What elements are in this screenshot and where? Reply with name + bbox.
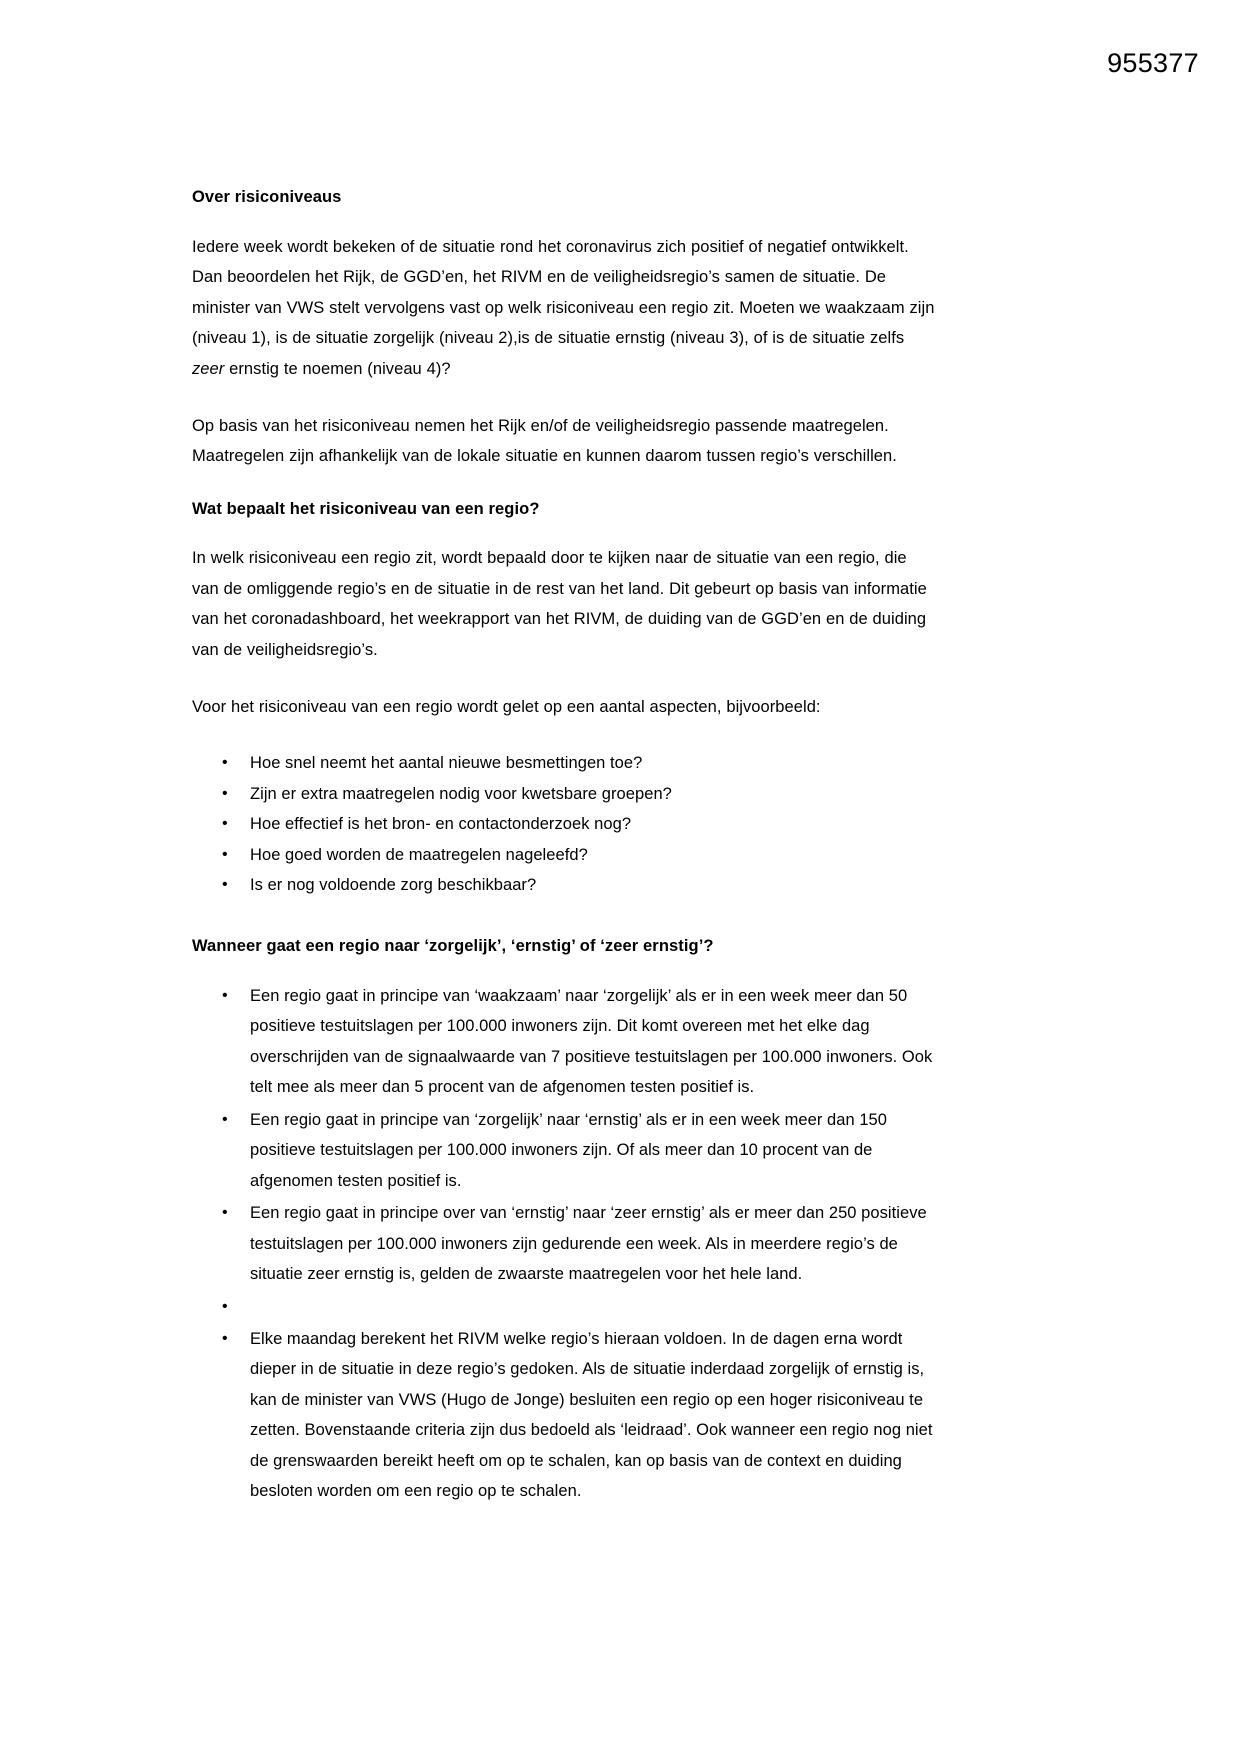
document-body bbox=[192, 186, 937, 1533]
paragraph-intro-text-start: Iedere week wordt bekeken of de situatie rond het coronavirus zich positief of negatief ontwikkelt. Dan beoordelen het Rijk, de GGD’en, het RIVM en de veiligheidsregio’s samen de situatie. De minister van VWS stelt vervolgens vast op welk risiconiveau een regio zit. Moeten we waakzaam zijn (niveau 1), is de situatie zorgelijk (niveau 2),is de situatie ernstig (niveau 3), of is de situatie zelfs bbox=[192, 237, 935, 348]
list-item: • Hoe effectief is het bron- en contactonderzoek nog? bbox=[192, 809, 937, 840]
list-item: • Een regio gaat in principe van ‘waakzaam’ naar ‘zorgelijk’ als er in een week meer dan 50 positieve testuitslagen per 100.000 inwoners zijn. Dit komt overeen met het elke dag overschrijden van de signaalwaarde van 7 positieve testuitslagen per 100.000 inwoners. Ook telt mee als meer dan 5 procent van de afgenomen testen positief is. bbox=[192, 981, 937, 1103]
list-item: • Een regio gaat in principe van ‘zorgelijk’ naar ‘ernstig’ als er in een week meer dan 150 positieve testuitslagen per 100.000 inwoners zijn. Of als meer dan 10 procent van de afgenomen testen positief is. bbox=[192, 1105, 937, 1197]
section-heading-wanneer-gaat-regio: Wanneer gaat een regio naar ‘zorgelijk’, ‘ernstig’ of ‘zeer ernstig’? bbox=[192, 936, 714, 955]
list-item: • Hoe goed worden de maatregelen nageleefd? bbox=[192, 840, 937, 871]
paragraph-bepaling: In welk risiconiveau een regio zit, wordt bepaald door te kijken naar de situatie van een regio, die van de omliggende regio’s en de situatie in de rest van het land. Dit gebeurt op basis van informatie van het coronadashboard, het weekrapport van het RIVM, de duiding van de GGD’en en de duiding van de veiligheidsregio’s. bbox=[192, 549, 927, 659]
list-item: • Zijn er extra maatregelen nodig voor kwetsbare groepen? bbox=[192, 779, 937, 810]
list-item: • Een regio gaat in principe over van ‘ernstig’ naar ‘zeer ernstig’ als er meer dan 250 positieve testuitslagen per 100.000 inwoners zijn gedurende een week. Als in meerdere regio’s de situatie zeer ernstig is, gelden de zwaarste maatregelen voor het hele land. bbox=[192, 1198, 937, 1290]
levels-list bbox=[192, 981, 937, 1507]
paragraph-intro-emphasis-zeer: zeer bbox=[192, 359, 225, 378]
paragraph-aspecten-intro: Voor het risiconiveau van een regio wordt gelet op een aantal aspecten, bijvoorbeeld: bbox=[192, 697, 821, 716]
section-heading-over-risiconiveaus: Over risiconiveaus bbox=[192, 188, 342, 206]
list-item-empty bbox=[192, 1292, 937, 1322]
aspects-list bbox=[192, 748, 937, 901]
paragraph-maatregelen: Op basis van het risiconiveau nemen het Rijk en/of de veiligheidsregio passende maatregelen. Maatregelen zijn afhankelijk van de lokale situatie en kunnen daarom tussen regio’s verschillen. bbox=[192, 416, 897, 466]
section-heading-wat-bepaalt: Wat bepaalt het risiconiveau van een regio? bbox=[192, 499, 540, 518]
page-number: 955377 bbox=[1107, 48, 1199, 78]
list-item: • Hoe snel neemt het aantal nieuwe besmettingen toe? bbox=[192, 748, 937, 779]
paragraph-intro-text-end: ernstig te noemen (niveau 4)? bbox=[224, 359, 451, 378]
list-item: • Is er nog voldoende zorg beschikbaar? bbox=[192, 870, 937, 901]
list-item: • Elke maandag berekent het RIVM welke regio’s hieraan voldoen. In de dagen erna wordt dieper in de situatie in deze regio’s gedoken. Als de situatie inderdaad zorgelijk of ernstig is, kan de minister van VWS (Hugo de Jonge) besluiten een regio op een hoger risiconiveau te zetten. Bovenstaande criteria zijn dus bedoeld als ‘leidraad’. Ook wanneer een regio nog niet de grenswaarden bereikt heeft om op te schalen, kan op basis van de context en duiding besloten worden om een regio op te schalen. bbox=[192, 1324, 937, 1507]
paragraph-intro bbox=[192, 232, 937, 385]
